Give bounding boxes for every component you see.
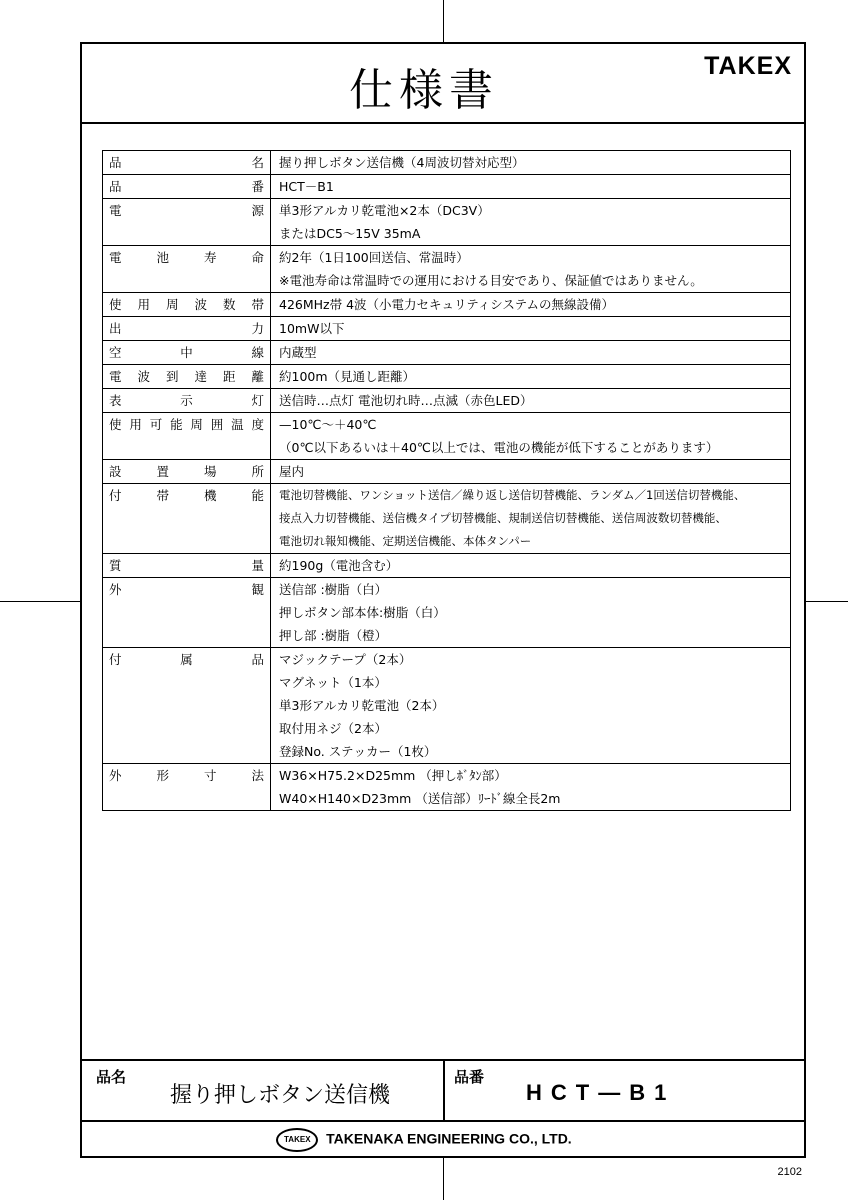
spec-value-line: （0℃以下あるいは＋40℃以上では、電池の機能が低下することがあります） — [279, 440, 719, 455]
spec-row — [103, 764, 791, 811]
spec-label-cell — [103, 578, 271, 648]
spec-label: 設置場所 — [109, 464, 264, 479]
spec-label-cell — [103, 246, 271, 293]
spec-label-cell — [103, 764, 271, 811]
spec-label: 出力 — [109, 321, 264, 336]
spec-value-cell — [271, 413, 791, 460]
spec-row — [103, 175, 791, 199]
spec-value-line: 電池切替機能、ワンショット送信／繰り返し送信切替機能、ランダム／1回送信切替機能、 — [279, 488, 746, 502]
spec-row — [103, 484, 791, 554]
spec-row — [103, 151, 791, 175]
spec-label-cell — [103, 460, 271, 484]
spec-value-line: 単3形アルカリ乾電池×2本（DC3V） — [279, 203, 490, 218]
spec-row — [103, 413, 791, 460]
spec-value-line: 登録No. ステッカー（1枚） — [279, 744, 437, 759]
spec-row — [103, 199, 791, 246]
spec-row — [103, 365, 791, 389]
company-line — [0, 1128, 848, 1152]
title-divider — [80, 122, 806, 124]
footer-name-label: 品名 — [96, 1068, 127, 1086]
spec-value-line: 握り押しボタン送信機（4周波切替対応型） — [279, 155, 525, 170]
spec-value-line: 電池切れ報知機能、定期送信機能、本体タンパー — [279, 534, 532, 548]
page-title: 仕様書 — [349, 65, 499, 116]
spec-label: 空中線 — [109, 345, 264, 360]
spec-label: 表示灯 — [109, 393, 264, 408]
spec-label-cell — [103, 413, 271, 460]
spec-label-cell — [103, 151, 271, 175]
spec-value-line: 送信部 :樹脂（白） — [279, 582, 388, 597]
spec-value-cell — [271, 460, 791, 484]
spec-value-line: 約190g（電池含む） — [279, 558, 399, 573]
spec-value-line: マジックテープ（2本） — [279, 652, 412, 667]
spec-value-line: 押しボタン部本体:樹脂（白） — [279, 605, 446, 620]
spec-row — [103, 578, 791, 648]
spec-value-line: 約2年（1日100回送信、常温時） — [279, 250, 469, 265]
spec-row — [103, 648, 791, 764]
spec-label: 使用可能周囲温度 — [109, 417, 264, 432]
spec-value-line: 単3形アルカリ乾電池（2本） — [279, 698, 445, 713]
spec-label: 外形寸法 — [109, 768, 264, 783]
spec-value-cell — [271, 246, 791, 293]
spec-label: 電波到達距離 — [109, 369, 264, 384]
spec-row — [103, 341, 791, 365]
spec-value-cell — [271, 199, 791, 246]
spec-label: 電源 — [109, 203, 264, 218]
spec-value-cell — [271, 365, 791, 389]
spec-value-cell — [271, 175, 791, 199]
spec-label-cell — [103, 175, 271, 199]
spec-value-cell — [271, 764, 791, 811]
spec-value-line: HCT－B1 — [279, 179, 334, 194]
spec-value-line: ※電池寿命は常温時での運用における目安であり、保証値ではありません。 — [279, 273, 703, 288]
spec-value-line: —10℃～＋40℃ — [279, 417, 377, 432]
spec-row — [103, 460, 791, 484]
spec-label-cell — [103, 199, 271, 246]
spec-label-cell — [103, 365, 271, 389]
spec-label-cell — [103, 389, 271, 413]
document-number: 2102 — [777, 1166, 802, 1178]
spec-value-line: マグネット（1本） — [279, 675, 387, 690]
spec-label: 使用周波数帯 — [109, 297, 264, 312]
spec-value-cell — [271, 317, 791, 341]
spec-row — [103, 317, 791, 341]
company-logo: TAKEX — [276, 1128, 318, 1152]
spec-label: 品名 — [109, 155, 264, 170]
spec-value-line: 内蔵型 — [279, 345, 317, 360]
spec-value-line: 接点入力切替機能、送信機タイプ切替機能、規制送信切替機能、送信周波数切替機能、 — [279, 511, 727, 525]
spec-label-cell — [103, 317, 271, 341]
spec-value-cell — [271, 151, 791, 175]
spec-value-line: 426MHz帯 4波（小電力セキュリティシステムの無線設備） — [279, 297, 615, 312]
company-name: TAKENAKA ENGINEERING CO., LTD. — [326, 1130, 572, 1147]
spec-value-line: 取付用ネジ（2本） — [279, 721, 387, 736]
brand-logo: TAKEX — [704, 52, 792, 80]
spec-label-cell — [103, 648, 271, 764]
spec-label: 付属品 — [109, 652, 264, 667]
crop-mark-right — [806, 601, 848, 602]
spec-value-cell — [271, 648, 791, 764]
spec-value-line: 押し部 :樹脂（橙） — [279, 628, 388, 643]
spec-label: 電池寿命 — [109, 250, 264, 265]
spec-value-line: 約100m（見通し距離） — [279, 369, 416, 384]
spec-row — [103, 389, 791, 413]
crop-mark-left — [0, 601, 80, 602]
spec-value-cell — [271, 554, 791, 578]
spec-value-line: またはDC5～15V 35mA — [279, 226, 421, 241]
spec-label: 付帯機能 — [109, 488, 264, 503]
spec-row — [103, 293, 791, 317]
spec-label-cell — [103, 554, 271, 578]
footer-divider — [443, 1059, 445, 1122]
footer-code-label: 品番 — [454, 1068, 485, 1086]
spec-value-line: 送信時…点灯 電池切れ時…点滅（赤色LED） — [279, 393, 533, 408]
spec-value-cell — [271, 293, 791, 317]
spec-label-cell — [103, 341, 271, 365]
spec-label-cell — [103, 293, 271, 317]
spec-value-cell — [271, 389, 791, 413]
spec-label-cell — [103, 484, 271, 554]
spec-label: 品番 — [109, 179, 264, 194]
spec-value-line: W36×H75.2×D25mm （押しﾎﾞﾀﾝ部） — [279, 768, 507, 783]
crop-mark-top — [443, 0, 444, 42]
spec-value-line: 10mW以下 — [279, 321, 345, 336]
spec-value-cell — [271, 341, 791, 365]
spec-table — [102, 150, 791, 811]
crop-mark-bottom — [443, 1158, 444, 1200]
footer-code-value: HCT—B1 — [526, 1080, 676, 1105]
spec-value-line: W40×H140×D23mm （送信部）ﾘｰﾄﾞ線全長2m — [279, 791, 561, 806]
spec-row — [103, 554, 791, 578]
spec-value-cell — [271, 484, 791, 554]
spec-value-cell — [271, 578, 791, 648]
spec-value-line: 屋内 — [279, 464, 305, 479]
spec-label: 質量 — [109, 558, 264, 573]
spec-label: 外観 — [109, 582, 264, 597]
spec-row — [103, 246, 791, 293]
footer-name-value: 握り押しボタン送信機 — [170, 1083, 391, 1108]
